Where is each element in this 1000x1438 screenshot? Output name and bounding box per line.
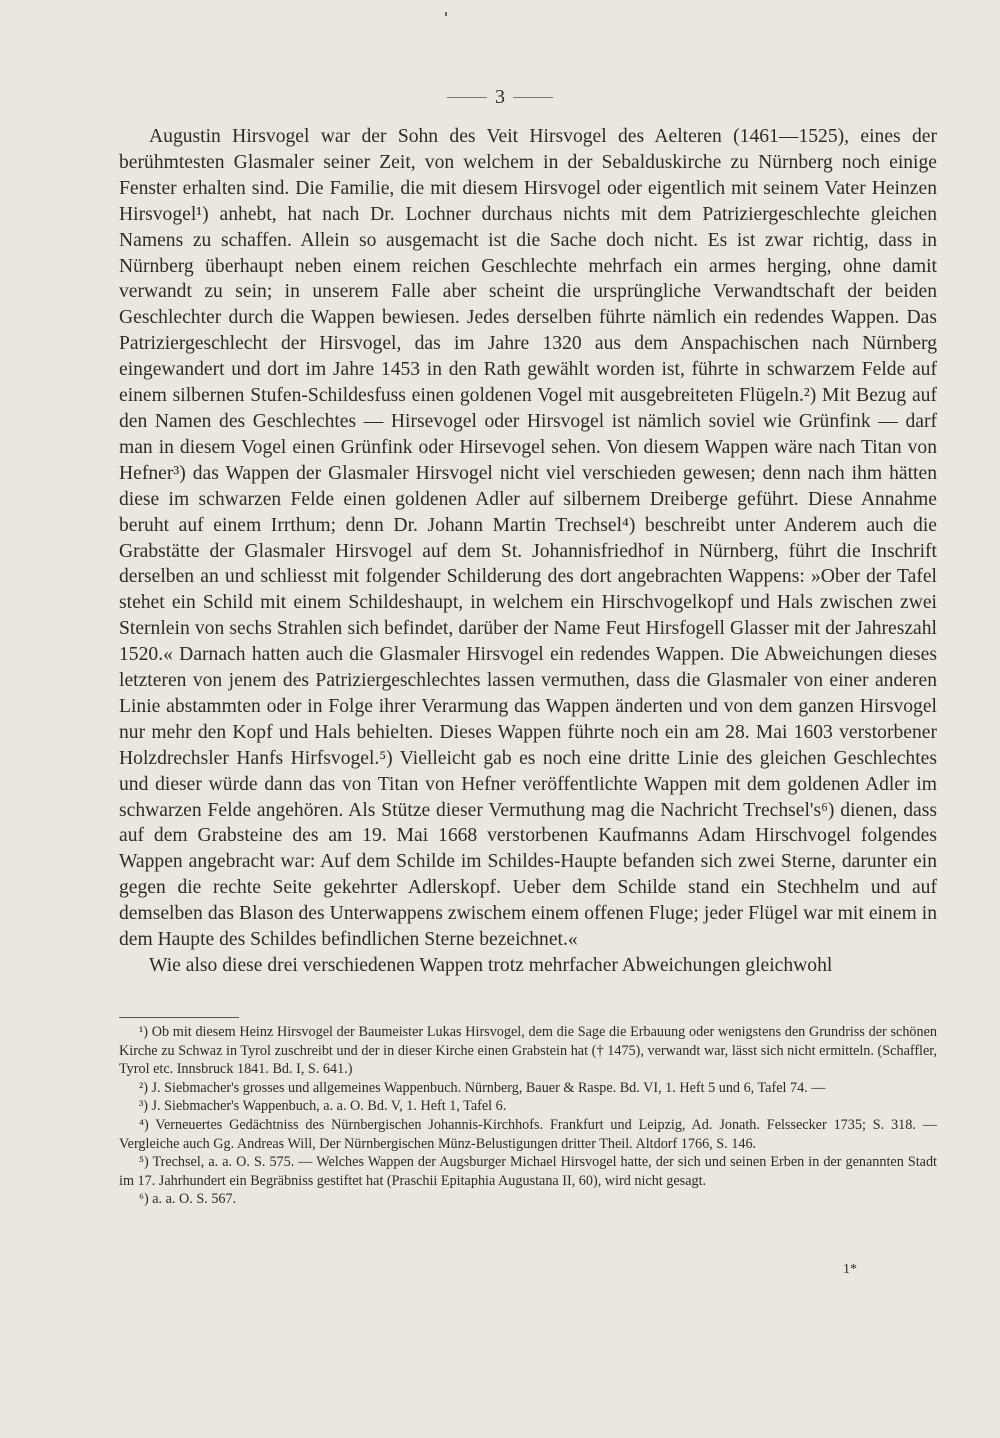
footnote: ⁴) Verneuertes Gedächtniss des Nürnbergischen Johannis-Kirchhofs. Frankfurt und Leipzig, Ad. Jonath. Felssecker 1735; S. 318. — Vergleiche auch Gg. Andreas Will, Der Nürnbergischen Münz-Belustigungen dritter Theil. Altdorf 1766, S. 146. — [119, 1116, 937, 1152]
page-header — [0, 86, 1000, 109]
body-text — [119, 124, 937, 979]
footnote: ²) J. Siebmacher's grosses und allgemeines Wappenbuch. Nürnberg, Bauer & Raspe. Bd. VI, 1. Heft 5 und 6, Tafel 74. — — [139, 1079, 826, 1096]
footnotes — [119, 1023, 937, 1209]
header-rule-right — [513, 97, 553, 98]
paragraph: Augustin Hirsvogel war der Sohn des Veit Hirsvogel des Aelteren (1461—1525), eines der berühmtesten Glasmaler seiner Zeit, von welchem in der Sebalduskirche zu Nürnberg noch einige Fenster erhalten sind. Die Familie, die mit diesem Hirsvogel oder eigentlich mit seinem Vater Heinzen Hirsvogel¹) anhebt, hat nach Dr. Lochner durchaus nichts mit dem Patriziergeschlechte gleichen Namens zu schaffen. Allein so ausgemacht ist die Sache doch nicht. Es ist zwar richtig, dass in Nürnberg überhaupt neben einem reichen Geschlechte mehrfach ein armes herging, ohne damit verwandt zu sein; in unserem Falle aber scheint die ursprüngliche Verwandtschaft der beiden Geschlechter durch die Wappen bewiesen. Jedes derselben führte nämlich ein redendes Wappen. Das Patriziergeschlecht der Hirsvogel, das im Jahre 1320 aus dem Anspachischen nach Nürnberg eingewandert und dort im Jahre 1453 in den Rath gewählt worden ist, führte in schwarzem Felde auf einem silbernen Stufen-Schildesfuss einen goldenen Vogel mit ausgebreiteten Flügeln.²) Mit Bezug auf den Namen des Geschlechtes — Hirsevogel oder Hirsvogel ist nämlich soviel wie Grünfink — darf man in diesem Vogel einen Grünfink oder Hirsevogel sehen. Von diesem Wappen wäre nach Titan von Hefner³) das Wappen der Glasmaler Hirsvogel nicht viel verschieden gewesen; denn nach ihm hätten diese im schwarzen Felde einen goldenen Adler auf silbernem Dreiberge geführt. Diese Annahme beruht auf einem Irrthum; denn Dr. Johann Martin Trechsel⁴) beschreibt unter Anderem auch die Grabstätte der Glasmaler Hirsvogel auf dem St. Johannisfriedhof in Nürnberg, führt die Inschrift derselben an und schliesst mit folgender Schilderung des dort angebrachten Wappens: »Ober der Tafel stehet ein Schild mit einem Schildeshaupt, in welchem ein Hirschvogelkopf und Hals zwischen zwei Sternlein von sechs Strahlen sich befindet, darüber der Name Feut Hirsfogell Glasser mit der Jahreszahl 1520.« Darnach hatten auch die Glasmaler Hirsvogel ein redendes Wappen. Die Abweichungen dieses letzteren von jenem des Patriziergeschlechtes lassen vermuthen, dass die Glasmaler von einer anderen Linie abstammten oder in Folge ihrer Verarmung das Wappen änderten und von dem ganzen Hirsvogel nur mehr den Kopf und Hals behielten. Dieses Wappen führte noch ein am 28. Mai 1603 verstorbener Holzdrechsler Hanfs Hirfsvogel.⁵) Vielleicht gab es noch eine dritte Linie des gleichen Geschlechtes und dieser würde dann das von Titan von Hefner veröffentlichte Wappen mit dem goldenen Adler im schwarzen Felde angehören. Als Stütze dieser Vermuthung mag die Nachricht Trechsel's⁶) dienen, dass auf dem Grabsteine des am 19. Mai 1668 verstorbenen Kaufmanns Adam Hirschvogel folgendes Wappen angebracht war: Auf dem Schilde im Schildes-Haupte befanden sich zwei Sterne, darunter ein gegen die rechte Seite gekehrter Adlerskopf. Ueber dem Schilde stand ein Stechhelm und auf demselben das Blason des Unterwappens zwischem einem offenen Fluge; jeder Flügel war mit einem in dem Haupte des Schildes befindlichen Sterne bezeichnet.« — [119, 126, 937, 951]
footnote: ¹) Ob mit diesem Heinz Hirsvogel der Baumeister Lukas Hirsvogel, dem die Sage die Erbauung oder wenigstens den Grundriss der schönen Kirche zu Schwaz in Tyrol zuschreibt und der in dieser Kirche einen Grabstein hat († 1475), verwandt war, lässt sich nicht ermitteln. (Schaffler, Tyrol etc. Innsbruck 1841. Bd. I, S. 641.) — [119, 1024, 937, 1078]
footnote: ³) J. Siebmacher's Wappenbuch, a. a. O. Bd. V, 1. Heft 1, Tafel 6. — [139, 1098, 507, 1115]
page-number: 3 — [495, 86, 505, 108]
paragraph: Wie also diese drei verschiedenen Wappen trotz mehrfacher Abweichungen gleichwohl — [149, 955, 833, 976]
printer-signature: 1* — [843, 1262, 857, 1277]
footnote: ⁶) a. a. O. S. 567. — [139, 1191, 237, 1208]
footnote-separator — [119, 1017, 239, 1018]
print-speck — [445, 12, 447, 16]
header-rule-left — [447, 97, 487, 98]
footnote: ⁵) Trechsel, a. a. O. S. 575. — Welches Wappen der Augsburger Michael Hirsvogel hatte, der sich und seinen Erben in der genannten Stadt im 17. Jahrhundert ein Begräbniss gestiftet hat (Praschii Epitaphia Augustana II, 60), wird nicht gesagt. — [119, 1154, 937, 1189]
